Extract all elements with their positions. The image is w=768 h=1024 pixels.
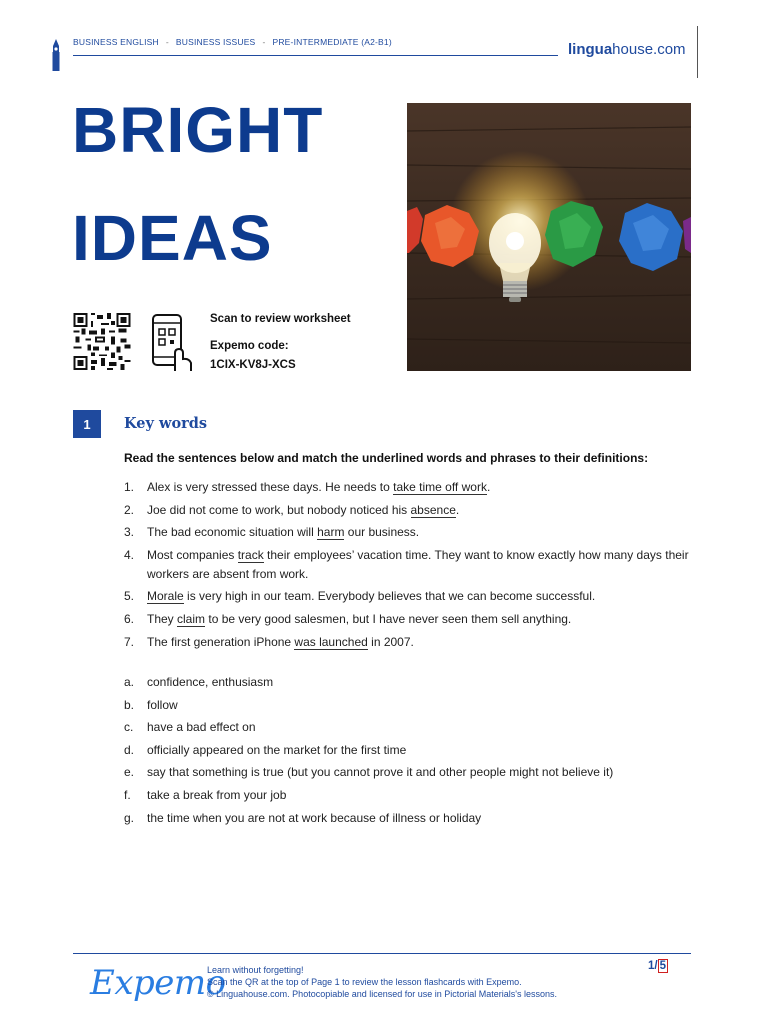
underlined-term: claim <box>177 611 206 626</box>
page-title-line2: IDEAS <box>72 202 273 274</box>
list-item: b. follow <box>124 697 178 712</box>
list-item: 2. Joe did not come to work, but nobody noticed his absence. <box>124 502 460 517</box>
header-divider <box>73 55 558 56</box>
list-item: 3. The bad economic situation will harm our business. <box>124 525 420 540</box>
page-title-line1: BRIGHT <box>72 94 324 166</box>
list-item: g. the time when you are not at work because of illness or holiday <box>124 810 482 825</box>
list-item: 5. Morale is very high in our team. Everybody believes that we can become successful. <box>124 589 596 604</box>
underlined-term: harm <box>317 525 345 540</box>
breadcrumb-item[interactable]: BUSINESS ENGLISH <box>73 37 159 47</box>
expemo-code-value: 1CIX-KV8J-XCS <box>210 359 296 371</box>
lightbulb-crumpled-paper-photo <box>407 103 691 371</box>
breadcrumb-item[interactable]: PRE-INTERMEDIATE (A2-B1) <box>272 37 392 47</box>
expemo-code-label: Expemo code: <box>210 340 289 352</box>
expemo-logo[interactable]: Expemo <box>90 963 226 1003</box>
header-vertical-rule <box>697 26 698 78</box>
page-number: 1/ 5 <box>648 960 667 972</box>
list-item: 6. They claim to be very good salesmen, but I have never seen them sell anything. <box>124 611 572 626</box>
footer-instruction: Scan the QR at the top of Page 1 to review the lesson flashcards with Expemo. <box>207 977 522 987</box>
section-number-badge: 1 <box>73 410 101 438</box>
breadcrumb: BUSINESS ENGLISH - BUSINESS ISSUES - PRE-INTERMEDIATE (A2-B1) <box>73 37 392 47</box>
underlined-term: take time off work <box>393 480 487 494</box>
list-item: 7. The first generation iPhone was launched in 2007. <box>124 634 414 649</box>
footer-tagline: Learn without forgetting! <box>207 965 304 975</box>
underlined-term: Morale <box>147 589 184 604</box>
definition-list <box>124 673 704 831</box>
sentence-list <box>124 478 704 655</box>
section-title: Key words <box>124 415 208 432</box>
list-item: c. have a bad effect on <box>124 720 256 735</box>
underlined-term: was launched <box>294 634 368 649</box>
breadcrumb-item[interactable]: BUSINESS ISSUES <box>175 37 256 47</box>
list-item: e. say that something is true (but you cannot prove it and other people might not believe it) <box>124 765 614 780</box>
scan-to-review-label: Scan to review worksheet <box>210 313 351 325</box>
page-total-link[interactable]: 5 <box>659 960 667 972</box>
list-item: f. take a break from your job <box>124 787 287 802</box>
list-item: 1. Alex is very stressed these days. He needs to take time off work. <box>124 480 491 494</box>
linguahouse-logo[interactable]: linguahouse.com <box>568 41 686 58</box>
underlined-term: track <box>237 547 264 562</box>
big-ben-icon <box>51 39 61 71</box>
phone-scan-icon <box>151 313 193 373</box>
list-item: 4. Most companies track their employees’ vacation time. They want to know exactly how many days their workers are absent from work. <box>124 547 689 581</box>
footer-divider <box>73 953 691 954</box>
footer-copyright: © Linguahouse.com. Photocopiable and licensed for use in Pictorial Materials's lessons. <box>207 989 558 999</box>
underlined-term: absence <box>410 502 456 517</box>
list-item: d. officially appeared on the market for the first time <box>124 742 407 757</box>
list-item: a. confidence, enthusiasm <box>124 675 274 689</box>
qr-code-icon[interactable] <box>73 313 131 370</box>
exercise-instruction: Read the sentences below and match the underlined words and phrases to their definitions: <box>124 451 649 465</box>
